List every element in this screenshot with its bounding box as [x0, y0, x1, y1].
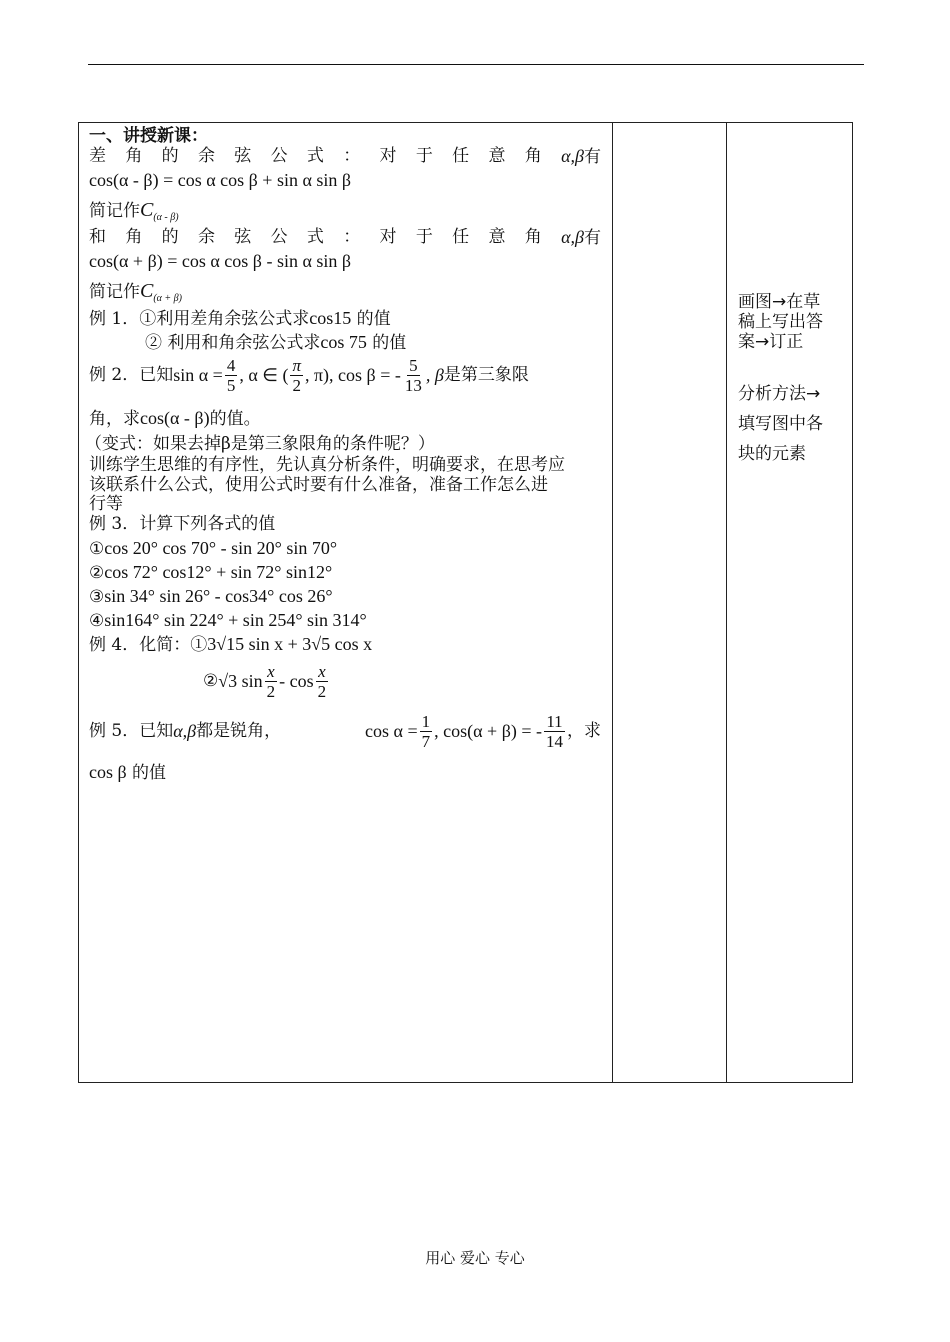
header-rule: [88, 64, 864, 65]
example1-line2: ② 利用和角余弦公式求cos 75 的值: [145, 332, 407, 353]
page-footer: 用心 爱心 专心: [425, 1249, 525, 1267]
lesson-table: [78, 122, 853, 1083]
fraction: $\frac{\pi}{2}$: [292, 355, 301, 395]
note-line-6: 块的元素: [738, 444, 806, 464]
column-divider-2: [726, 123, 727, 1082]
example3-item-1: ①cos 20° cos 70° - sin 20° sin 70°: [89, 538, 338, 559]
sum-formula: cos(α + β) = cos α cos β - sin α sin β: [89, 251, 352, 271]
example3-item-4: ④sin164° sin 224° + sin 254° sin 314°: [89, 610, 367, 631]
note-line-1: 画图→在草: [738, 292, 821, 312]
section-heading: 一、讲授新课：: [89, 126, 208, 146]
fraction: $\frac{4}{5}$: [226, 355, 236, 395]
example3-item-3: ③sin 34° sin 26° - cos34° cos 26°: [89, 586, 333, 607]
example4-line1: 例 4．化简：①3√15 sin x + 3√5 cos x: [89, 634, 373, 655]
note-line-3: 案→订正: [738, 332, 804, 352]
fraction: $\frac{11}{14}$: [546, 711, 563, 751]
column-divider-1: [612, 123, 613, 1082]
fraction: $\frac{x}{2}$: [266, 661, 276, 701]
sum-abbr: 简记作$C_{(\alpha + \beta)}$: [89, 280, 182, 304]
training-line1: 训练学生思维的有序性，先认真分析条件，明确要求，在思考应: [89, 455, 565, 475]
example3-label: 例 3．计算下列各式的值: [89, 514, 276, 534]
note-line-4: 分析方法→: [738, 384, 821, 404]
fraction: $\frac{5}{13}$: [404, 355, 422, 395]
example4-line2: ② √3 sin $\frac{x}{2}$ - cos $\frac{x}{2}$: [203, 661, 327, 701]
example2-line1: 例 2．已知 sin α = $\frac{4}{5}$ , α ∈ ( $\frac{\pi}{2}$ , π), cos β = - $\frac{5}{13}$ , β 是第三象限: [89, 355, 529, 395]
diff-formula: cos(α - β) = cos α cos β + sin α sin β: [89, 170, 352, 190]
fraction: $\frac{1}{7}$: [421, 711, 431, 751]
training-line3: 行等: [89, 494, 123, 514]
example5-line1: 例 5．已知 α,β 都是锐角， cos α = $\frac{1}{7}$ , cos(α + β) = - $\frac{11}{14}$ ，求: [89, 711, 601, 751]
example2-variant: （变式：如果去掉β是第三象限角的条件呢？）: [85, 434, 435, 454]
fraction: $\frac{x}{2}$: [317, 661, 327, 701]
example5-line2: cos β 的值: [89, 762, 167, 783]
note-line-5: 填写图中各: [738, 414, 823, 434]
note-line-2: 稿上写出答: [738, 312, 823, 332]
sum-intro: 和 角 的 余 弦 公 式 ： 对 于 任 意 角 α,β有: [89, 227, 601, 248]
example2-line2: 角，求cos(α - β)的值。: [89, 408, 261, 429]
example1-line1: 例 1．①利用差角余弦公式求cos15 的值: [89, 308, 391, 329]
training-line2: 该联系什么公式，使用公式时要有什么准备，准备工作怎么进: [89, 475, 548, 495]
example3-item-2: ②cos 72° cos12° + sin 72° sin12°: [89, 562, 333, 583]
diff-abbr: 简记作$C_{(\alpha - \beta)}$: [89, 199, 179, 223]
diff-intro: 差 角 的 余 弦 公 式 ： 对 于 任 意 角 α,β有: [89, 146, 601, 167]
